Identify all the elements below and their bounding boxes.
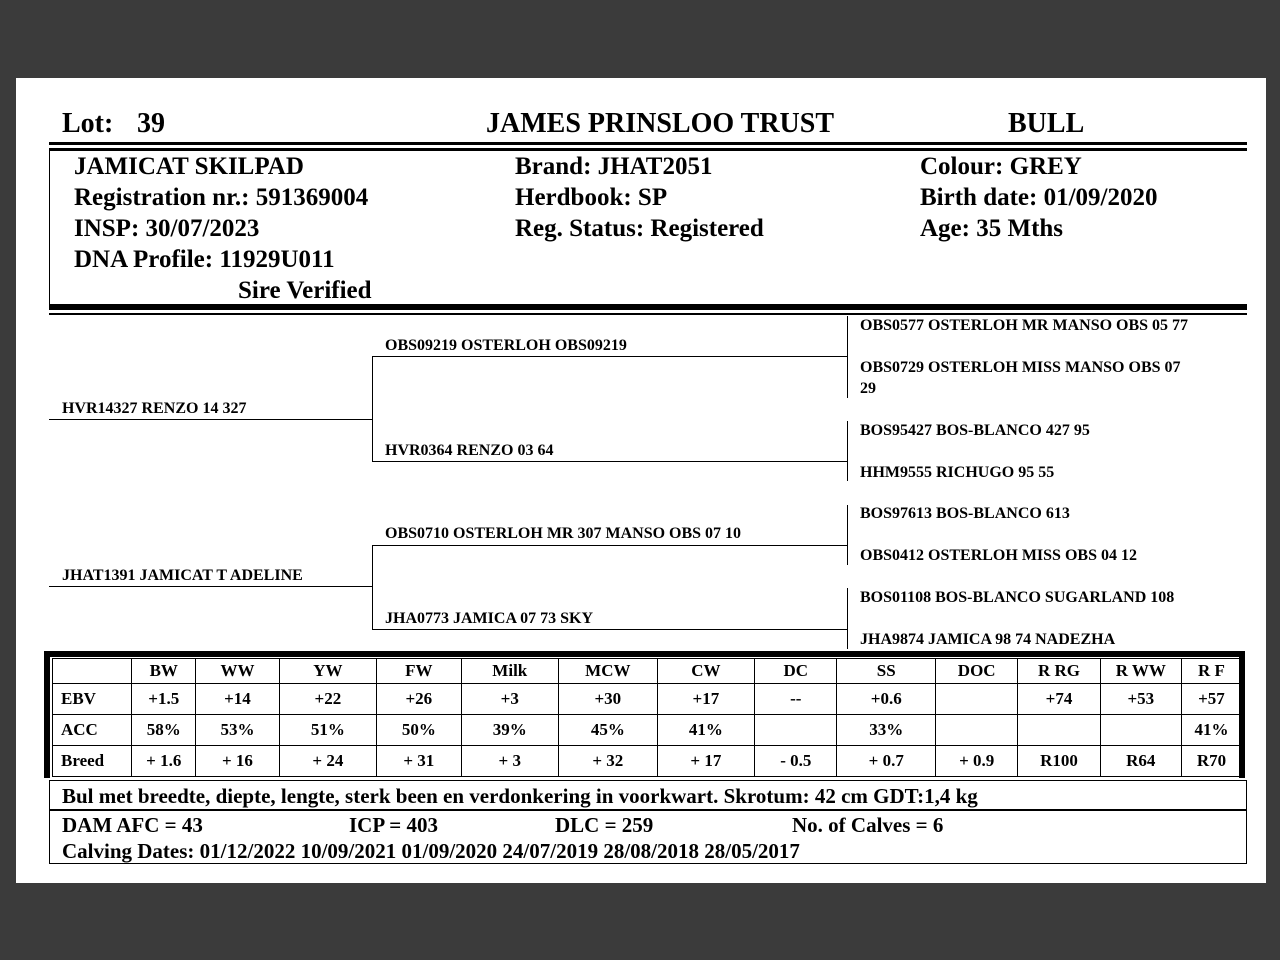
ebv-cell: +1.5	[132, 684, 196, 715]
pedigree-sire-dam: HVR0364 RENZO 03 64	[385, 442, 554, 459]
ebv-cell: 39%	[461, 715, 559, 746]
pedigree-dam-sire: OBS0710 OSTERLOH MR 307 MANSO OBS 07 10	[385, 525, 742, 542]
ggp8-branch	[847, 629, 848, 649]
dam-branch-upper	[372, 546, 373, 586]
ggp6-branch	[847, 545, 848, 565]
ggp2-branch	[847, 356, 848, 398]
ebv-cell: +17	[657, 684, 755, 715]
dna-profile: DNA Profile: 11929U011	[74, 246, 335, 273]
pedigree-sire-sire: OBS09219 OSTERLOH OBS09219	[385, 337, 627, 354]
ebv-cell: +3	[461, 684, 559, 715]
ebv-cell: R100	[1018, 746, 1100, 777]
ebv-cell	[1100, 715, 1181, 746]
ebv-header-cell: R WW	[1100, 659, 1181, 684]
ggp1-branch	[847, 316, 848, 356]
ebv-header-cell: R F	[1181, 659, 1241, 684]
sire-branch-lower	[372, 419, 373, 462]
breeder-name: JAMES PRINSLOO TRUST	[486, 108, 835, 139]
pedigree-ggp-3: BOS95427 BOS-BLANCO 427 95	[860, 422, 1090, 439]
ebv-row	[53, 715, 1242, 746]
ebv-cell: +26	[377, 684, 461, 715]
pedigree-ggp-1: OBS0577 OSTERLOH MR MANSO OBS 05 77	[860, 317, 1189, 334]
ebv-header-cell: CW	[657, 659, 755, 684]
ebv-header-cell: FW	[377, 659, 461, 684]
pedigree-ggp-4: HHM9555 RICHUGO 95 55	[860, 464, 1055, 481]
ebv-header-cell: DOC	[936, 659, 1018, 684]
ebv-cell: - 0.5	[755, 746, 837, 777]
pedigree-ggp-7: BOS01108 BOS-BLANCO SUGARLAND 108	[860, 589, 1175, 606]
pedigree-sire: HVR14327 RENZO 14 327	[62, 400, 247, 417]
ebv-cell: R64	[1100, 746, 1181, 777]
brand: Brand: JHAT2051	[515, 153, 713, 180]
dam-dam-line	[372, 629, 847, 630]
bull-comment: Bul met breedte, diepte, lengte, sterk been en verdonkering in voorkwart. Skrotum: 42 cm GDT:1,4 kg	[49, 780, 1247, 810]
birth-date: Birth date: 01/09/2020	[920, 184, 1158, 211]
ebv-row-label: Breed	[53, 746, 132, 777]
dam-dlc: DLC = 259	[555, 813, 654, 837]
pedigree-ggp-2-wrap: 29	[860, 380, 876, 397]
inspection-date: INSP: 30/07/2023	[74, 215, 260, 242]
ebv-header-cell: YW	[279, 659, 377, 684]
ebv-row-label: EBV	[53, 684, 132, 715]
info-left-border	[49, 150, 50, 305]
ebv-cell: 51%	[279, 715, 377, 746]
info-rule-bottom	[49, 313, 1247, 315]
sire-line	[49, 419, 372, 420]
ebv-cell: +57	[1181, 684, 1241, 715]
pedigree-ggp-6: OBS0412 OSTERLOH MISS OBS 04 12	[860, 547, 1137, 564]
header-rule-top	[49, 142, 1247, 145]
ebv-cell: +74	[1018, 684, 1100, 715]
ggp3-branch	[847, 421, 848, 461]
dam-calves: No. of Calves = 6	[792, 813, 944, 837]
ebv-cell: + 24	[279, 746, 377, 777]
ebv-header-cell	[53, 659, 132, 684]
registration-number: Registration nr.: 591369004	[74, 184, 369, 211]
ebv-row-label: ACC	[53, 715, 132, 746]
ebv-cell: + 0.7	[837, 746, 936, 777]
sire-verified: Sire Verified	[238, 277, 372, 304]
ggp5-branch	[847, 505, 848, 545]
ebv-header-cell: BW	[132, 659, 196, 684]
age: Age: 35 Mths	[920, 215, 1064, 242]
sire-branch-upper	[372, 357, 373, 419]
ebv-cell: 58%	[132, 715, 196, 746]
ebv-cell: R70	[1181, 746, 1241, 777]
ebv-cell: +0.6	[837, 684, 936, 715]
ebv-header-cell: SS	[837, 659, 936, 684]
dam-line	[49, 586, 372, 587]
ebv-cell: + 0.9	[936, 746, 1018, 777]
sire-dam-line	[372, 461, 847, 462]
lot-sheet	[16, 78, 1266, 883]
ebv-cell: + 16	[196, 746, 279, 777]
ebv-cell	[755, 715, 837, 746]
dam-afc: DAM AFC = 43	[62, 813, 203, 837]
ebv-cell: 45%	[559, 715, 658, 746]
sire-sire-line	[372, 356, 847, 357]
ebv-cell: + 32	[559, 746, 658, 777]
ebv-cell	[936, 715, 1018, 746]
dam-sire-line	[372, 545, 847, 546]
pedigree-dam: JHAT1391 JAMICAT T ADELINE	[62, 567, 303, 584]
ebv-cell	[1018, 715, 1100, 746]
ebv-cell: 41%	[657, 715, 755, 746]
dam-branch-lower	[372, 586, 373, 630]
ebv-cell: --	[755, 684, 837, 715]
ebv-row	[53, 746, 1242, 777]
pedigree-ggp-2: OBS0729 OSTERLOH MISS MANSO OBS 07	[860, 359, 1181, 376]
ebv-table	[52, 658, 1242, 777]
ebv-header-cell: WW	[196, 659, 279, 684]
pedigree-dam-dam: JHA0773 JAMICA 07 73 SKY	[385, 610, 594, 627]
ebv-cell	[936, 684, 1018, 715]
ebv-cell: 41%	[1181, 715, 1241, 746]
reg-status: Reg. Status: Registered	[515, 215, 764, 242]
ebv-cell: 50%	[377, 715, 461, 746]
ebv-cell: +53	[1100, 684, 1181, 715]
info-rule-top	[49, 304, 1247, 310]
ggp4-branch	[847, 461, 848, 481]
calving-dates: Calving Dates: 01/12/2022 10/09/2021 01/09/2020 24/07/2019 28/08/2018 28/05/2017	[62, 839, 800, 863]
ebv-header-cell: Milk	[461, 659, 559, 684]
ebv-header-cell: DC	[755, 659, 837, 684]
sex-label: BULL	[1008, 108, 1085, 139]
ebv-cell: +22	[279, 684, 377, 715]
ebv-cell: + 31	[377, 746, 461, 777]
herdbook: Herdbook: SP	[515, 184, 668, 211]
ebv-cell: 53%	[196, 715, 279, 746]
ebv-header-row	[53, 659, 1242, 684]
ebv-header-cell: MCW	[559, 659, 658, 684]
ebv-cell: + 3	[461, 746, 559, 777]
header-rule-bottom	[49, 148, 1247, 151]
ebv-cell: + 1.6	[132, 746, 196, 777]
ebv-header-cell: R RG	[1018, 659, 1100, 684]
ebv-cell: +30	[559, 684, 658, 715]
ebv-cell: +14	[196, 684, 279, 715]
ebv-row	[53, 684, 1242, 715]
pedigree-ggp-8: JHA9874 JAMICA 98 74 NADEZHA	[860, 631, 1116, 648]
ebv-cell: 33%	[837, 715, 936, 746]
pedigree-ggp-5: BOS97613 BOS-BLANCO 613	[860, 505, 1070, 522]
lot-number: 39	[137, 108, 165, 139]
animal-name: JAMICAT SKILPAD	[74, 153, 304, 180]
dam-icp: ICP = 403	[349, 813, 438, 837]
ebv-cell: + 17	[657, 746, 755, 777]
ggp7-branch	[847, 588, 848, 629]
lot-label: Lot:	[62, 108, 114, 139]
colour: Colour: GREY	[920, 153, 1082, 180]
